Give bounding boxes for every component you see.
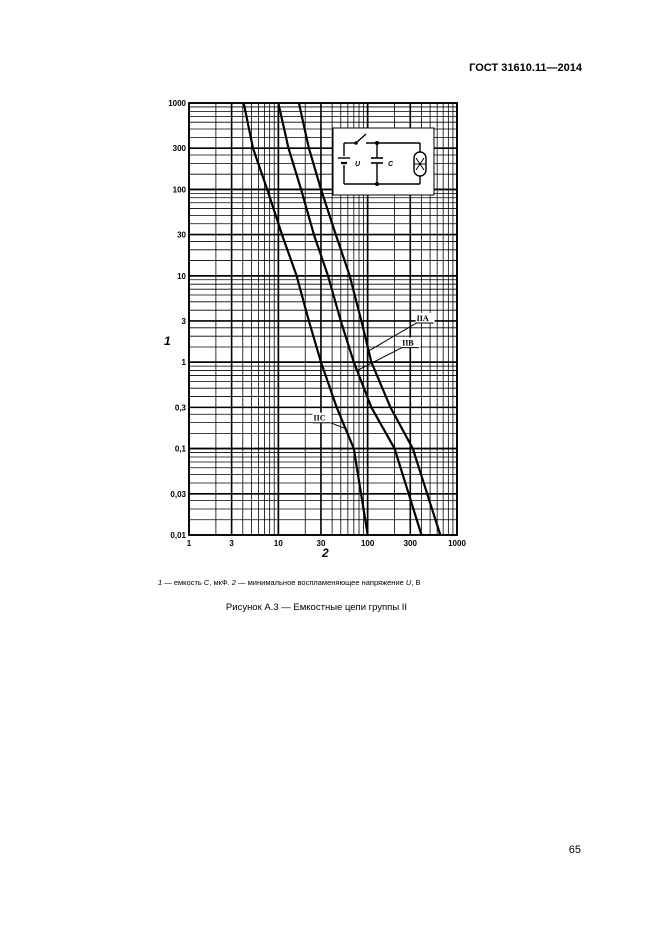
x-tick-label: 3 xyxy=(229,539,234,548)
series-label-text: IIA xyxy=(416,313,429,323)
y-tick-label: 0,3 xyxy=(174,403,186,413)
caption-text-4: , В xyxy=(411,578,421,587)
capacitance-label: C xyxy=(388,161,394,168)
voltage-label: U xyxy=(355,161,361,168)
series-label-text: IIC xyxy=(313,413,326,423)
caption-symbol-u: U xyxy=(405,578,412,587)
figure-caption xyxy=(158,578,420,587)
y-tick-label: 100 xyxy=(172,185,186,195)
y-tick-label: 0,1 xyxy=(174,444,186,454)
caption-number-1: 1 xyxy=(158,578,163,587)
caption-symbol-c: C xyxy=(203,578,210,587)
y-tick-label: 3 xyxy=(181,316,186,326)
switch-pivot xyxy=(354,141,358,145)
caption-number-2: 2 xyxy=(231,578,236,587)
x-tick-label: 1000 xyxy=(448,539,466,548)
caption-text-1: — емкость xyxy=(162,578,204,587)
x-tick-label: 10 xyxy=(273,539,283,548)
x-tick-label: 1 xyxy=(186,539,192,548)
y-tick-label: 1 xyxy=(181,358,186,368)
x-axis-label: 2 xyxy=(322,546,329,560)
series-label-text: IIB xyxy=(402,338,414,348)
x-tick-label: 300 xyxy=(403,539,417,548)
figure-title xyxy=(0,602,661,613)
caption-text-2: , мкФ. xyxy=(209,578,232,587)
caption-text-3: — минимальное воспламеняющее напряжение xyxy=(235,578,406,587)
y-tick-label: 1000 xyxy=(168,99,186,108)
y-tick-label: 0,03 xyxy=(170,489,186,499)
y-tick-label: 300 xyxy=(172,144,186,154)
y-tick-label: 10 xyxy=(177,271,186,281)
x-tick-label: 30 xyxy=(316,539,326,548)
page-number: 65 xyxy=(568,844,581,856)
figure-title-text: Рисунок А.3 — Емкостные цепи группы II xyxy=(225,602,408,613)
y-axis-label: 1 xyxy=(164,334,171,348)
circuit-inset xyxy=(333,128,434,195)
document-header: ГОСТ 31610.11—2014 xyxy=(469,62,582,74)
y-tick-label: 30 xyxy=(177,230,186,240)
x-tick-label: 100 xyxy=(360,539,375,548)
y-tick-label: 0,01 xyxy=(170,531,186,540)
